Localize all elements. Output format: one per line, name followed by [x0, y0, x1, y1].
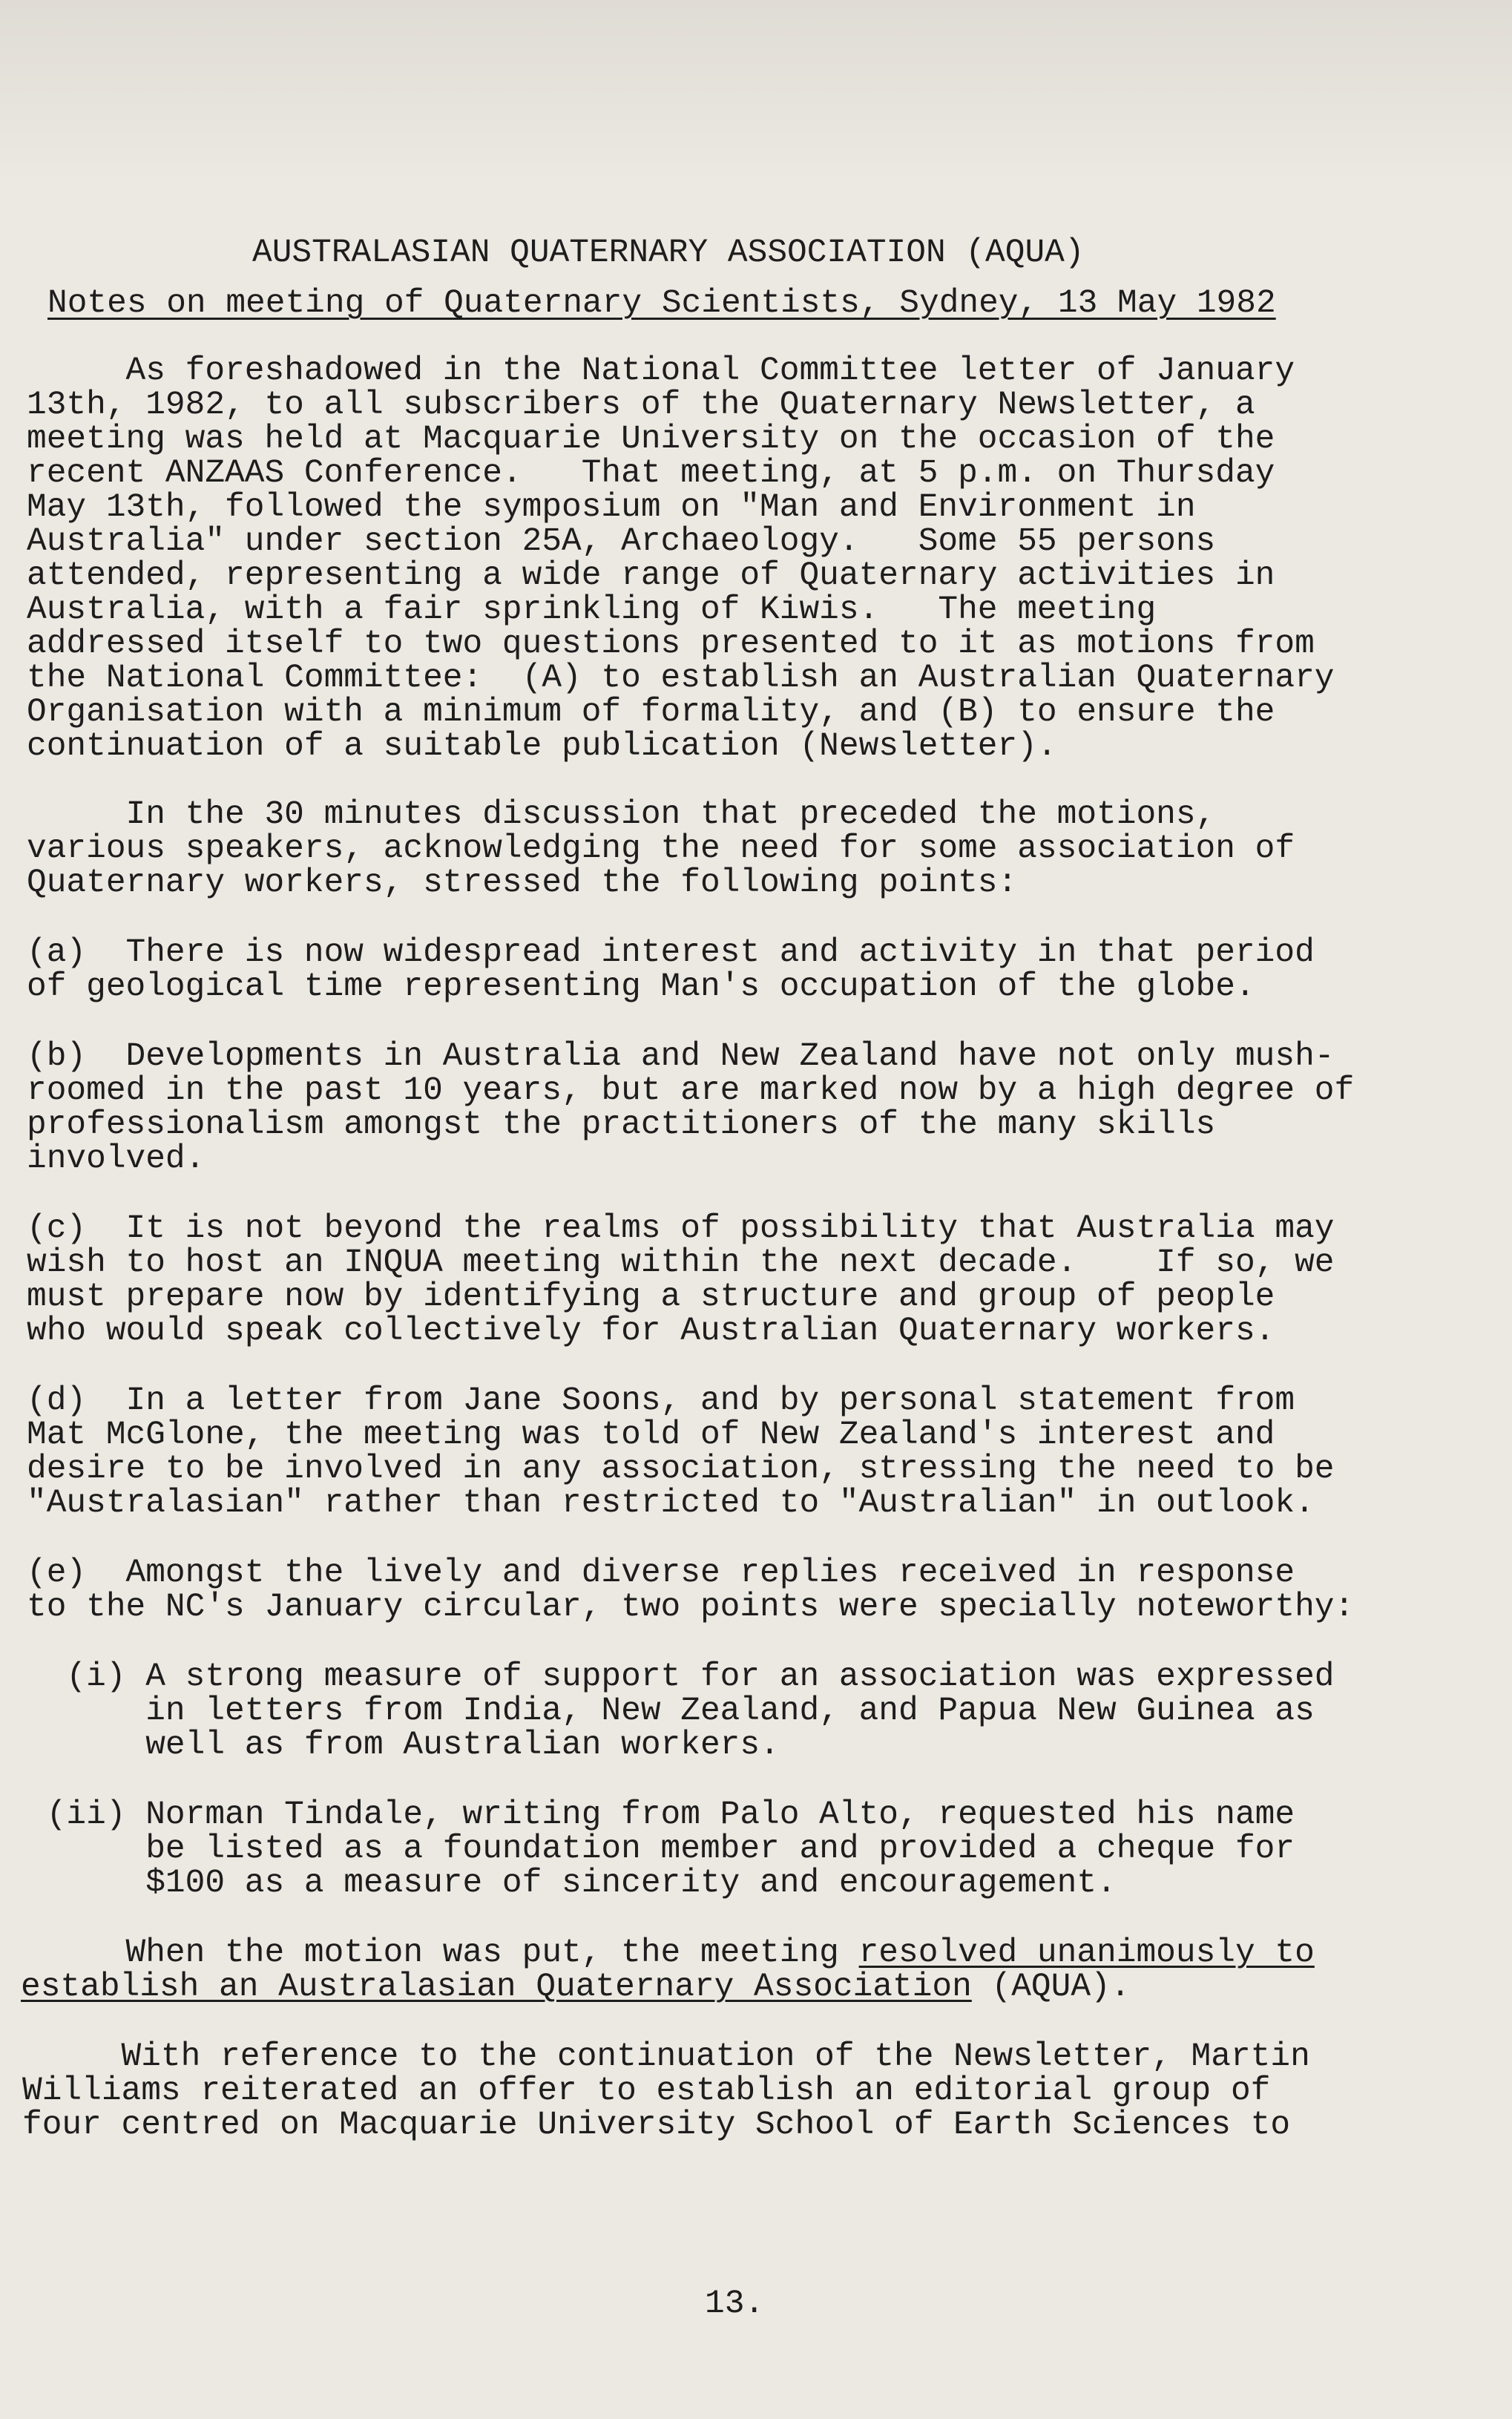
- sub-point-i-line: in letters from India, New Zealand, and Papua New Guinea as: [27, 1693, 1315, 1730]
- point-d-line: Mat McGlone, the meeting was told of New Zealand's interest and: [27, 1417, 1275, 1454]
- motion-underlined-text: establish an Australasian Quaternary Association: [21, 1969, 972, 2006]
- paragraph-line: Williams reiterated an offer to establish an editorial group of: [22, 2072, 1271, 2110]
- point-b-line: (b) Developments in Australia and New Zealand have not only mush-: [27, 1038, 1335, 1075]
- paragraph-line: four centred on Macquarie University School of Earth Sciences to: [22, 2107, 1291, 2144]
- sub-point-ii-line: (ii) Norman Tindale, writing from Palo Alto, requested his name: [27, 1796, 1295, 1834]
- motion-line-1: [27, 1934, 1315, 1972]
- point-d-line: "Australasian" rather than restricted to "Australian" in outlook.: [27, 1485, 1315, 1522]
- paragraph-line: As foreshadowed in the National Committee letter of January: [27, 352, 1295, 390]
- paragraph-line: Australia" under section 25A, Archaeology. Some 55 persons: [27, 523, 1216, 560]
- paragraph-line: continuation of a suitable publication (Newsletter).: [27, 728, 1057, 765]
- paragraph-line: Organisation with a minimum of formality, and (B) to ensure the: [27, 694, 1275, 731]
- sub-point-i-line: well as from Australian workers.: [27, 1727, 780, 1764]
- point-c-line: (c) It is not beyond the realms of possibility that Australia may: [27, 1210, 1335, 1247]
- document-subtitle: Notes on meeting of Quaternary Scientists, Sydney, 13 May 1982: [47, 285, 1276, 322]
- point-b-line: roomed in the past 10 years, but are marked now by a high degree of: [27, 1072, 1355, 1109]
- point-e-line: to the NC's January circular, two points were specially noteworthy:: [27, 1589, 1355, 1626]
- paragraph-line: Australia, with a fair sprinkling of Kiwis. The meeting: [27, 591, 1157, 628]
- paragraph-line: meeting was held at Macquarie University on the occasion of the: [27, 421, 1275, 458]
- motion-text: When the motion was put, the meeting: [27, 1934, 859, 1972]
- point-b-line: involved.: [27, 1140, 206, 1178]
- point-d-line: desire to be involved in any association, stressing the need to be: [27, 1451, 1335, 1488]
- sub-point-i-line: (i) A strong measure of support for an association was expressed: [27, 1658, 1335, 1696]
- motion-line-2: [21, 1971, 1130, 2004]
- paragraph-line: May 13th, followed the symposium on "Man and Environment in: [27, 489, 1196, 526]
- motion-text: (AQUA).: [971, 1969, 1131, 2006]
- point-e-line: (e) Amongst the lively and diverse replies received in response: [27, 1555, 1295, 1592]
- point-c-line: wish to host an INQUA meeting within the next decade. If so, we: [27, 1244, 1335, 1281]
- paragraph-line: Quaternary workers, stressed the following points:: [27, 864, 1018, 902]
- point-b-line: professionalism amongst the practitioners of the many skills: [27, 1106, 1216, 1143]
- paragraph-line: attended, representing a wide range of Quaternary activities in: [27, 557, 1275, 594]
- point-c-line: who would speak collectively for Australian Quaternary workers.: [27, 1313, 1275, 1350]
- point-c-line: must prepare now by identifying a structure and group of people: [27, 1279, 1275, 1316]
- paragraph-line: recent ANZAAS Conference. That meeting, at 5 p.m. on Thursday: [27, 455, 1275, 492]
- document-title: AUSTRALASIAN QUATERNARY ASSOCIATION (AQUA): [252, 234, 1085, 272]
- point-a-line: of geological time representing Man's occupation of the globe.: [27, 968, 1255, 1005]
- paragraph-line: In the 30 minutes discussion that preceded the motions,: [27, 796, 1216, 833]
- paragraph-line: the National Committee: (A) to establish an Australian Quaternary: [27, 660, 1335, 697]
- point-d-line: (d) In a letter from Jane Soons, and by personal statement from: [27, 1382, 1295, 1419]
- sub-point-ii-line: $100 as a measure of sincerity and encouragement.: [27, 1865, 1117, 1902]
- page-shadow: [0, 0, 1512, 186]
- paragraph-line: various speakers, acknowledging the need for some association of: [27, 830, 1295, 867]
- page-number: 13.: [705, 2285, 765, 2323]
- paragraph-line: 13th, 1982, to all subscribers of the Quaternary Newsletter, a: [27, 387, 1255, 424]
- paragraph-line: addressed itself to two questions presented to it as motions from: [27, 626, 1315, 663]
- sub-point-ii-line: be listed as a foundation member and provided a cheque for: [27, 1831, 1295, 1868]
- motion-underlined-text: resolved unanimously to: [858, 1934, 1315, 1972]
- paragraph-line: With reference to the continuation of the Newsletter, Martin: [22, 2038, 1310, 2075]
- point-a-line: (a) There is now widespread interest and activity in that period: [27, 934, 1315, 971]
